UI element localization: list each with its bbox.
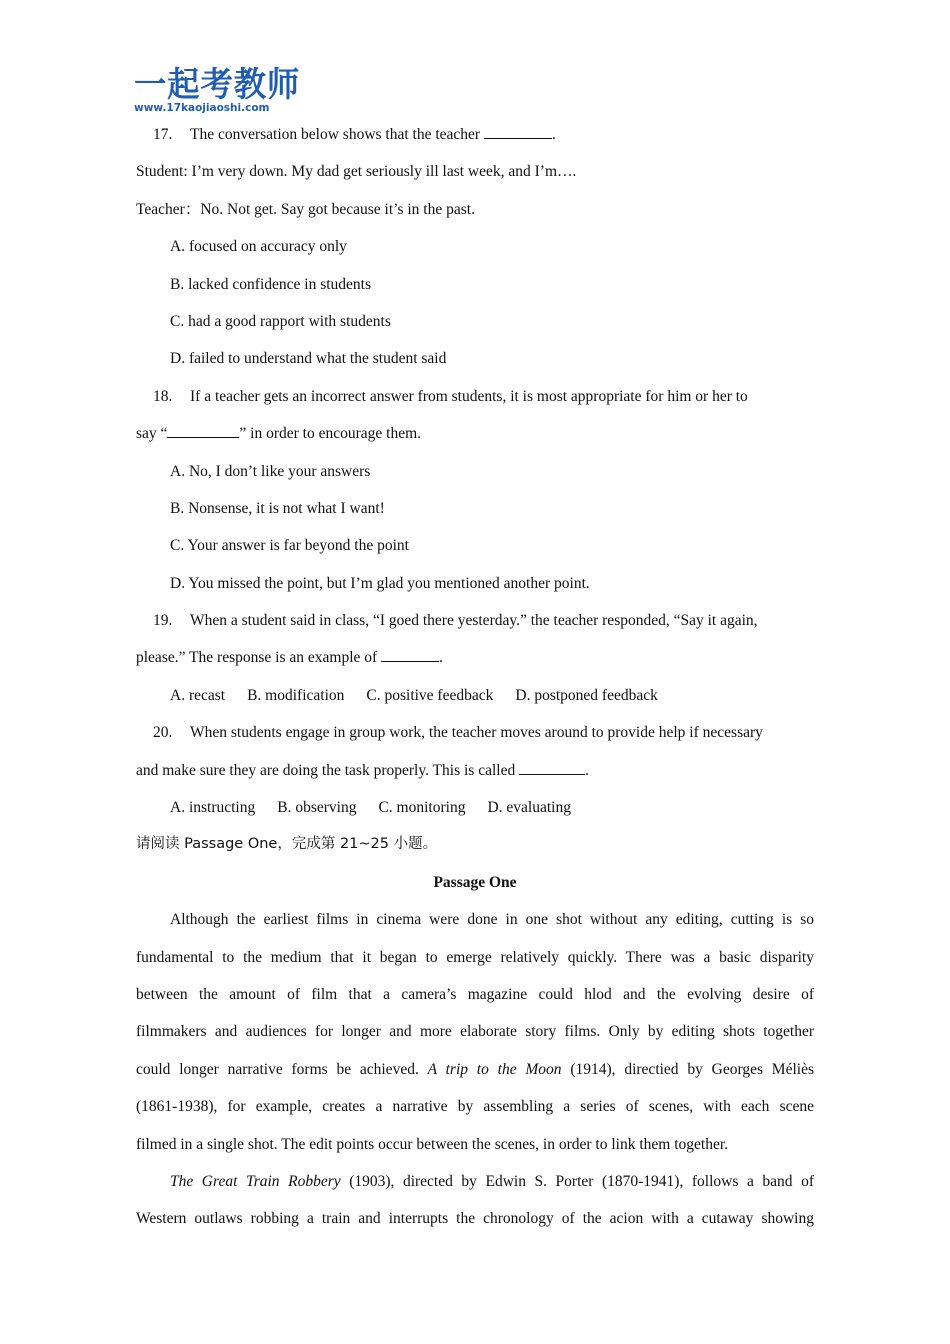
logo-url: www.17kaojiaoshi.com — [134, 102, 270, 114]
passage-p1-line7: filmed in a single shot. The edit points occur between the scenes, in order to link them together. — [136, 1135, 729, 1153]
passage-p1-line2: fundamental to the medium that it began to emerge relatively quickly. There was a basic disparity — [136, 948, 814, 966]
q17-stem: 17. The conversation below shows that the teacher . — [136, 116, 814, 153]
q19-option-a: A. recast — [170, 686, 226, 704]
q20-option-c: C. monitoring — [378, 799, 466, 817]
answer-blank — [167, 423, 239, 438]
answer-blank — [519, 760, 585, 775]
reading-instruction: 请阅读 Passage One，完成第 21~25 小题。 — [136, 836, 438, 853]
q20-stem-line2: and make sure they are doing the task properly. This is called . — [136, 761, 589, 779]
q18-option-a: A. No, I don’t like your answers — [170, 462, 371, 480]
passage-p1-line4: filmmakers and audiences for longer and more elaborate story films. Only by editing shots together — [136, 1023, 814, 1041]
q17-number: 17. — [153, 126, 173, 143]
q20-stem-line1: 20. When students engage in group work, the teacher moves around to provide help if necessary — [136, 714, 814, 751]
q18-option-c: C. Your answer is far beyond the point — [170, 537, 409, 555]
q18-option-b: B. Nonsense, it is not what I want! — [170, 499, 385, 517]
passage-p1-line3: between the amount of film that a camera’s magazine could hlod and the evolving desire of — [136, 985, 814, 1003]
passage-p1-line1: Although the earliest films in cinema were done in one shot without any editing, cutting is so — [170, 911, 814, 929]
q17-option-c: C. had a good rapport with students — [170, 312, 391, 330]
q19-options — [136, 677, 814, 714]
document-body — [136, 116, 814, 1238]
passage-title: Passage One — [433, 873, 517, 891]
q20-options — [136, 789, 814, 826]
q18-stem-line2: say “ ” in order to encourage them. — [136, 425, 422, 443]
q17-option-d: D. failed to understand what the student said — [170, 350, 447, 368]
q20-option-d: D. evaluating — [487, 799, 571, 817]
site-logo — [134, 66, 304, 118]
q19-stem-line1: 19. When a student said in class, “I goed there yesterday.” the teacher responded, “Say it again, — [136, 602, 814, 639]
q17-option-b: B. lacked confidence in students — [170, 275, 372, 293]
passage-p1-line6: (1861-1938), for example, creates a narrative by assembling a series of scenes, with each scene — [136, 1098, 814, 1116]
passage-p2-line2: Western outlaws robbing a train and interrupts the chronology of the acion with a cutaway showing — [136, 1210, 814, 1228]
film-title: A trip to the Moon — [427, 1060, 562, 1078]
q19-stem-line2: please.” The response is an example of . — [136, 649, 443, 667]
film-title: The Great Train Robbery — [170, 1172, 341, 1190]
q18-option-d: D. You missed the point, but I’m glad you mentioned another point. — [170, 574, 590, 592]
q18-stem-line1: 18. If a teacher gets an incorrect answer from students, it is most appropriate for him or her to — [136, 378, 814, 415]
q20-option-b: B. observing — [277, 799, 357, 817]
q17-dialog-student: Student: I’m very down. My dad get seriously ill last week, and I’m…. — [136, 163, 577, 181]
passage-p1-line5: could longer narrative forms be achieved. A trip to the Moon (1914), directied by Georges Méliès — [136, 1060, 814, 1078]
q17-option-a: A. focused on accuracy only — [170, 238, 347, 256]
passage-p2-line1: The Great Train Robbery (1903), directed by Edwin S. Porter (1870-1941), follows a band of — [170, 1172, 814, 1190]
answer-blank — [484, 124, 552, 139]
q17-dialog-teacher: Teacher：No. Not get. Say got because it’s in the past. — [136, 200, 475, 218]
q20-option-a: A. instructing — [170, 799, 256, 817]
answer-blank — [381, 647, 439, 662]
q19-option-d: D. postponed feedback — [515, 686, 658, 704]
logo-text: 一起考教师 — [134, 65, 301, 105]
q19-number: 19. — [153, 612, 173, 630]
q18-number: 18. — [153, 387, 173, 405]
q19-option-b: B. modification — [247, 686, 345, 704]
q19-option-c: C. positive feedback — [366, 686, 494, 704]
q20-number: 20. — [153, 724, 173, 742]
